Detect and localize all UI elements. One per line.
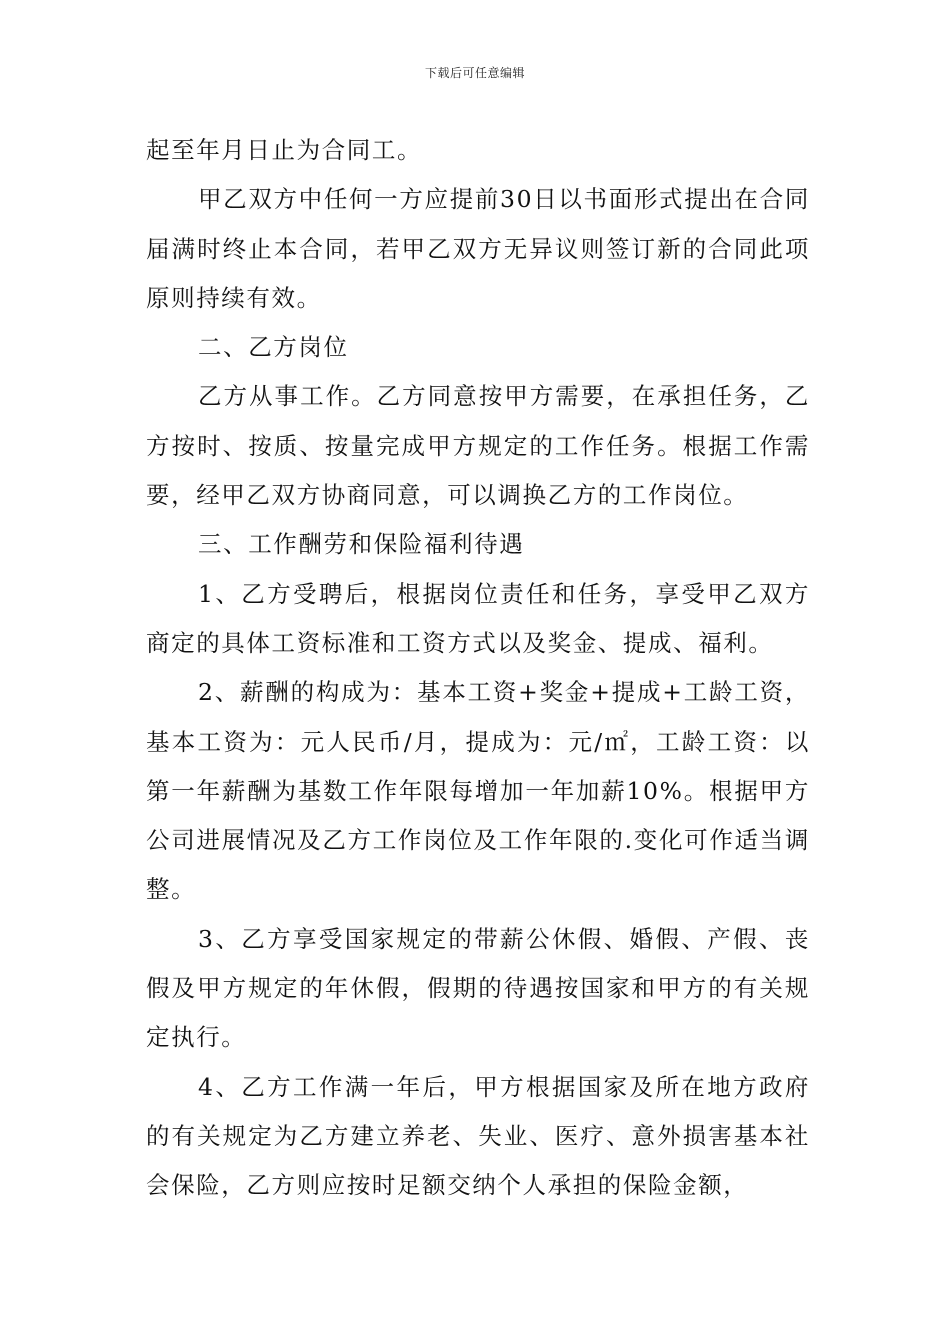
section-heading-compensation: 三、工作酬劳和保险福利待遇 (198, 530, 525, 559)
paragraph-clause-2: 2、薪酬的构成为：基本工资+奖金+提成+工龄工资，基本工资为：元人民币/月，提成为：元/㎡，工龄工资：以第一年薪酬为基数工作年限每增加一年加薪10%。根据甲方公司进展情况及乙方工作岗位及工作年限的.变化可作适当调整。 (146, 678, 810, 904)
paragraph-clause-3: 3、乙方享受国家规定的带薪公休假、婚假、产假、丧假及甲方规定的年休假，假期的待遇按国家和甲方的有关规定执行。 (146, 924, 810, 1052)
paragraph-termination-notice: 甲乙双方中任何一方应提前30日以书面形式提出在合同届满时终止本合同，若甲乙双方无异议则签订新的合同此项原则持续有效。 (146, 185, 810, 312)
paragraph-term-end: 起至年月日止为合同工。 (146, 136, 423, 164)
paragraph-clause-1: 1、乙方受聘后，根据岗位责任和任务，享受甲乙双方商定的具体工资标准和工资方式以及奖金、提成、福利。 (146, 579, 810, 657)
contract-body (146, 126, 810, 1211)
page-header: 下载后可任意编辑 (424, 66, 525, 80)
paragraph-clause-4: 4、乙方工作满一年后，甲方根据国家及所在地方政府的有关规定为乙方建立养老、失业、医疗、意外损害基本社会保险，乙方则应按时足额交纳个人承担的保险金额， (146, 1072, 810, 1200)
paragraph-position-duties: 乙方从事工作。乙方同意按甲方需要，在承担任务，乙方按时、按质、按量完成甲方规定的工作任务。根据工作需要，经甲乙双方协商同意，可以调换乙方的工作岗位。 (146, 382, 810, 510)
section-heading-position: 二、乙方岗位 (198, 333, 349, 362)
